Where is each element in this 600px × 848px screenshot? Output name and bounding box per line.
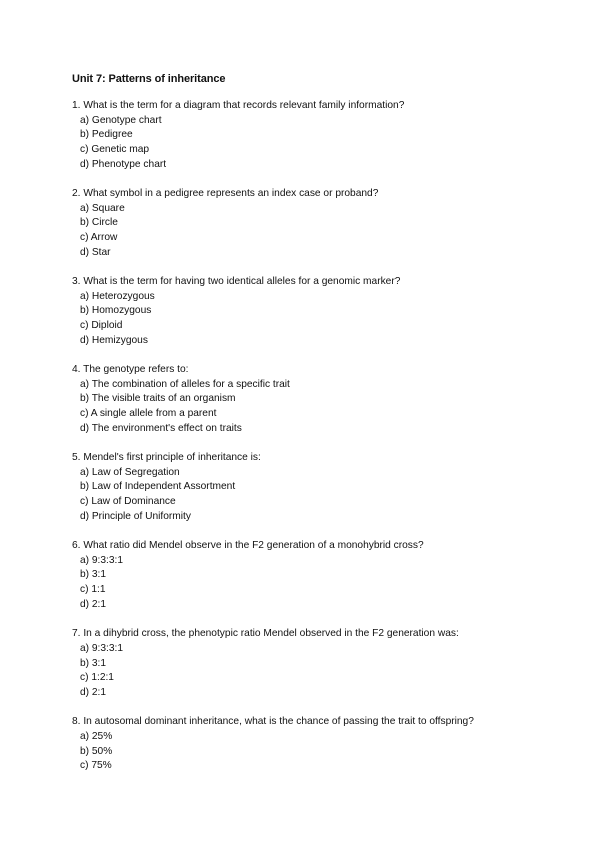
option-b: b) Law of Independent Assortment [80, 481, 236, 493]
option-a: a) 25% [80, 730, 113, 742]
option-a: a) Heterozygous [80, 290, 155, 302]
option-b: b) Circle [80, 217, 118, 229]
question-text: 2. What symbol in a pedigree represents an index case or proband? [72, 188, 379, 200]
question-text: 5. Mendel's first principle of inheritance is: [72, 452, 261, 464]
question-2 [72, 187, 552, 261]
option-b: b) Pedigree [80, 129, 133, 141]
question-text: 6. What ratio did Mendel observe in the F2 generation of a monohybrid cross? [72, 540, 424, 552]
option-b: b) 50% [80, 745, 113, 757]
question-6 [72, 539, 552, 613]
option-a: a) Square [80, 202, 125, 214]
option-d: d) Star [80, 246, 111, 258]
question-text: 8. In autosomal dominant inheritance, what is the chance of passing the trait to offspring? [72, 716, 474, 728]
option-a: a) 9:3:3:1 [80, 554, 124, 566]
option-a: a) 9:3:3:1 [80, 642, 124, 654]
option-c: c) Diploid [80, 320, 123, 332]
option-b: b) 3:1 [80, 657, 107, 669]
question-text: 3. What is the term for having two identical alleles for a genomic marker? [72, 276, 401, 288]
option-c: c) 1:2:1 [80, 672, 114, 684]
option-c: c) Arrow [80, 232, 118, 244]
question-text: 4. The genotype refers to: [72, 364, 189, 376]
question-8 [72, 715, 552, 774]
option-b: b) The visible traits of an organism [80, 393, 236, 405]
option-d: d) Hemizygous [80, 334, 148, 346]
option-b: b) 3:1 [80, 569, 107, 581]
option-b: b) Homozygous [80, 305, 152, 317]
option-a: a) The combination of alleles for a specific trait [80, 378, 290, 390]
question-3 [72, 275, 552, 349]
question-7 [72, 627, 552, 701]
question-5 [72, 451, 552, 525]
option-d: d) The environment's effect on traits [80, 422, 242, 434]
option-d: d) Principle of Uniformity [80, 510, 191, 522]
option-c: c) 1:1 [80, 584, 106, 596]
option-d: d) 2:1 [80, 598, 107, 610]
document-page [72, 72, 552, 788]
option-c: c) Law of Dominance [80, 496, 176, 508]
option-c: c) Genetic map [80, 144, 150, 156]
question-text: 1. What is the term for a diagram that records relevant family information? [72, 100, 405, 111]
option-d: d) 2:1 [80, 686, 107, 698]
question-4 [72, 363, 552, 437]
document-title: Unit 7: Patterns of inheritance [72, 73, 226, 85]
option-a: a) Law of Segregation [80, 466, 180, 478]
option-c: c) A single allele from a parent [80, 408, 217, 420]
option-d: d) Phenotype chart [80, 158, 167, 170]
option-a: a) Genotype chart [80, 114, 162, 126]
question-text: 7. In a dihybrid cross, the phenotypic ratio Mendel observed in the F2 generation was: [72, 628, 459, 640]
option-c: c) 75% [80, 760, 112, 772]
question-1 [72, 99, 552, 173]
